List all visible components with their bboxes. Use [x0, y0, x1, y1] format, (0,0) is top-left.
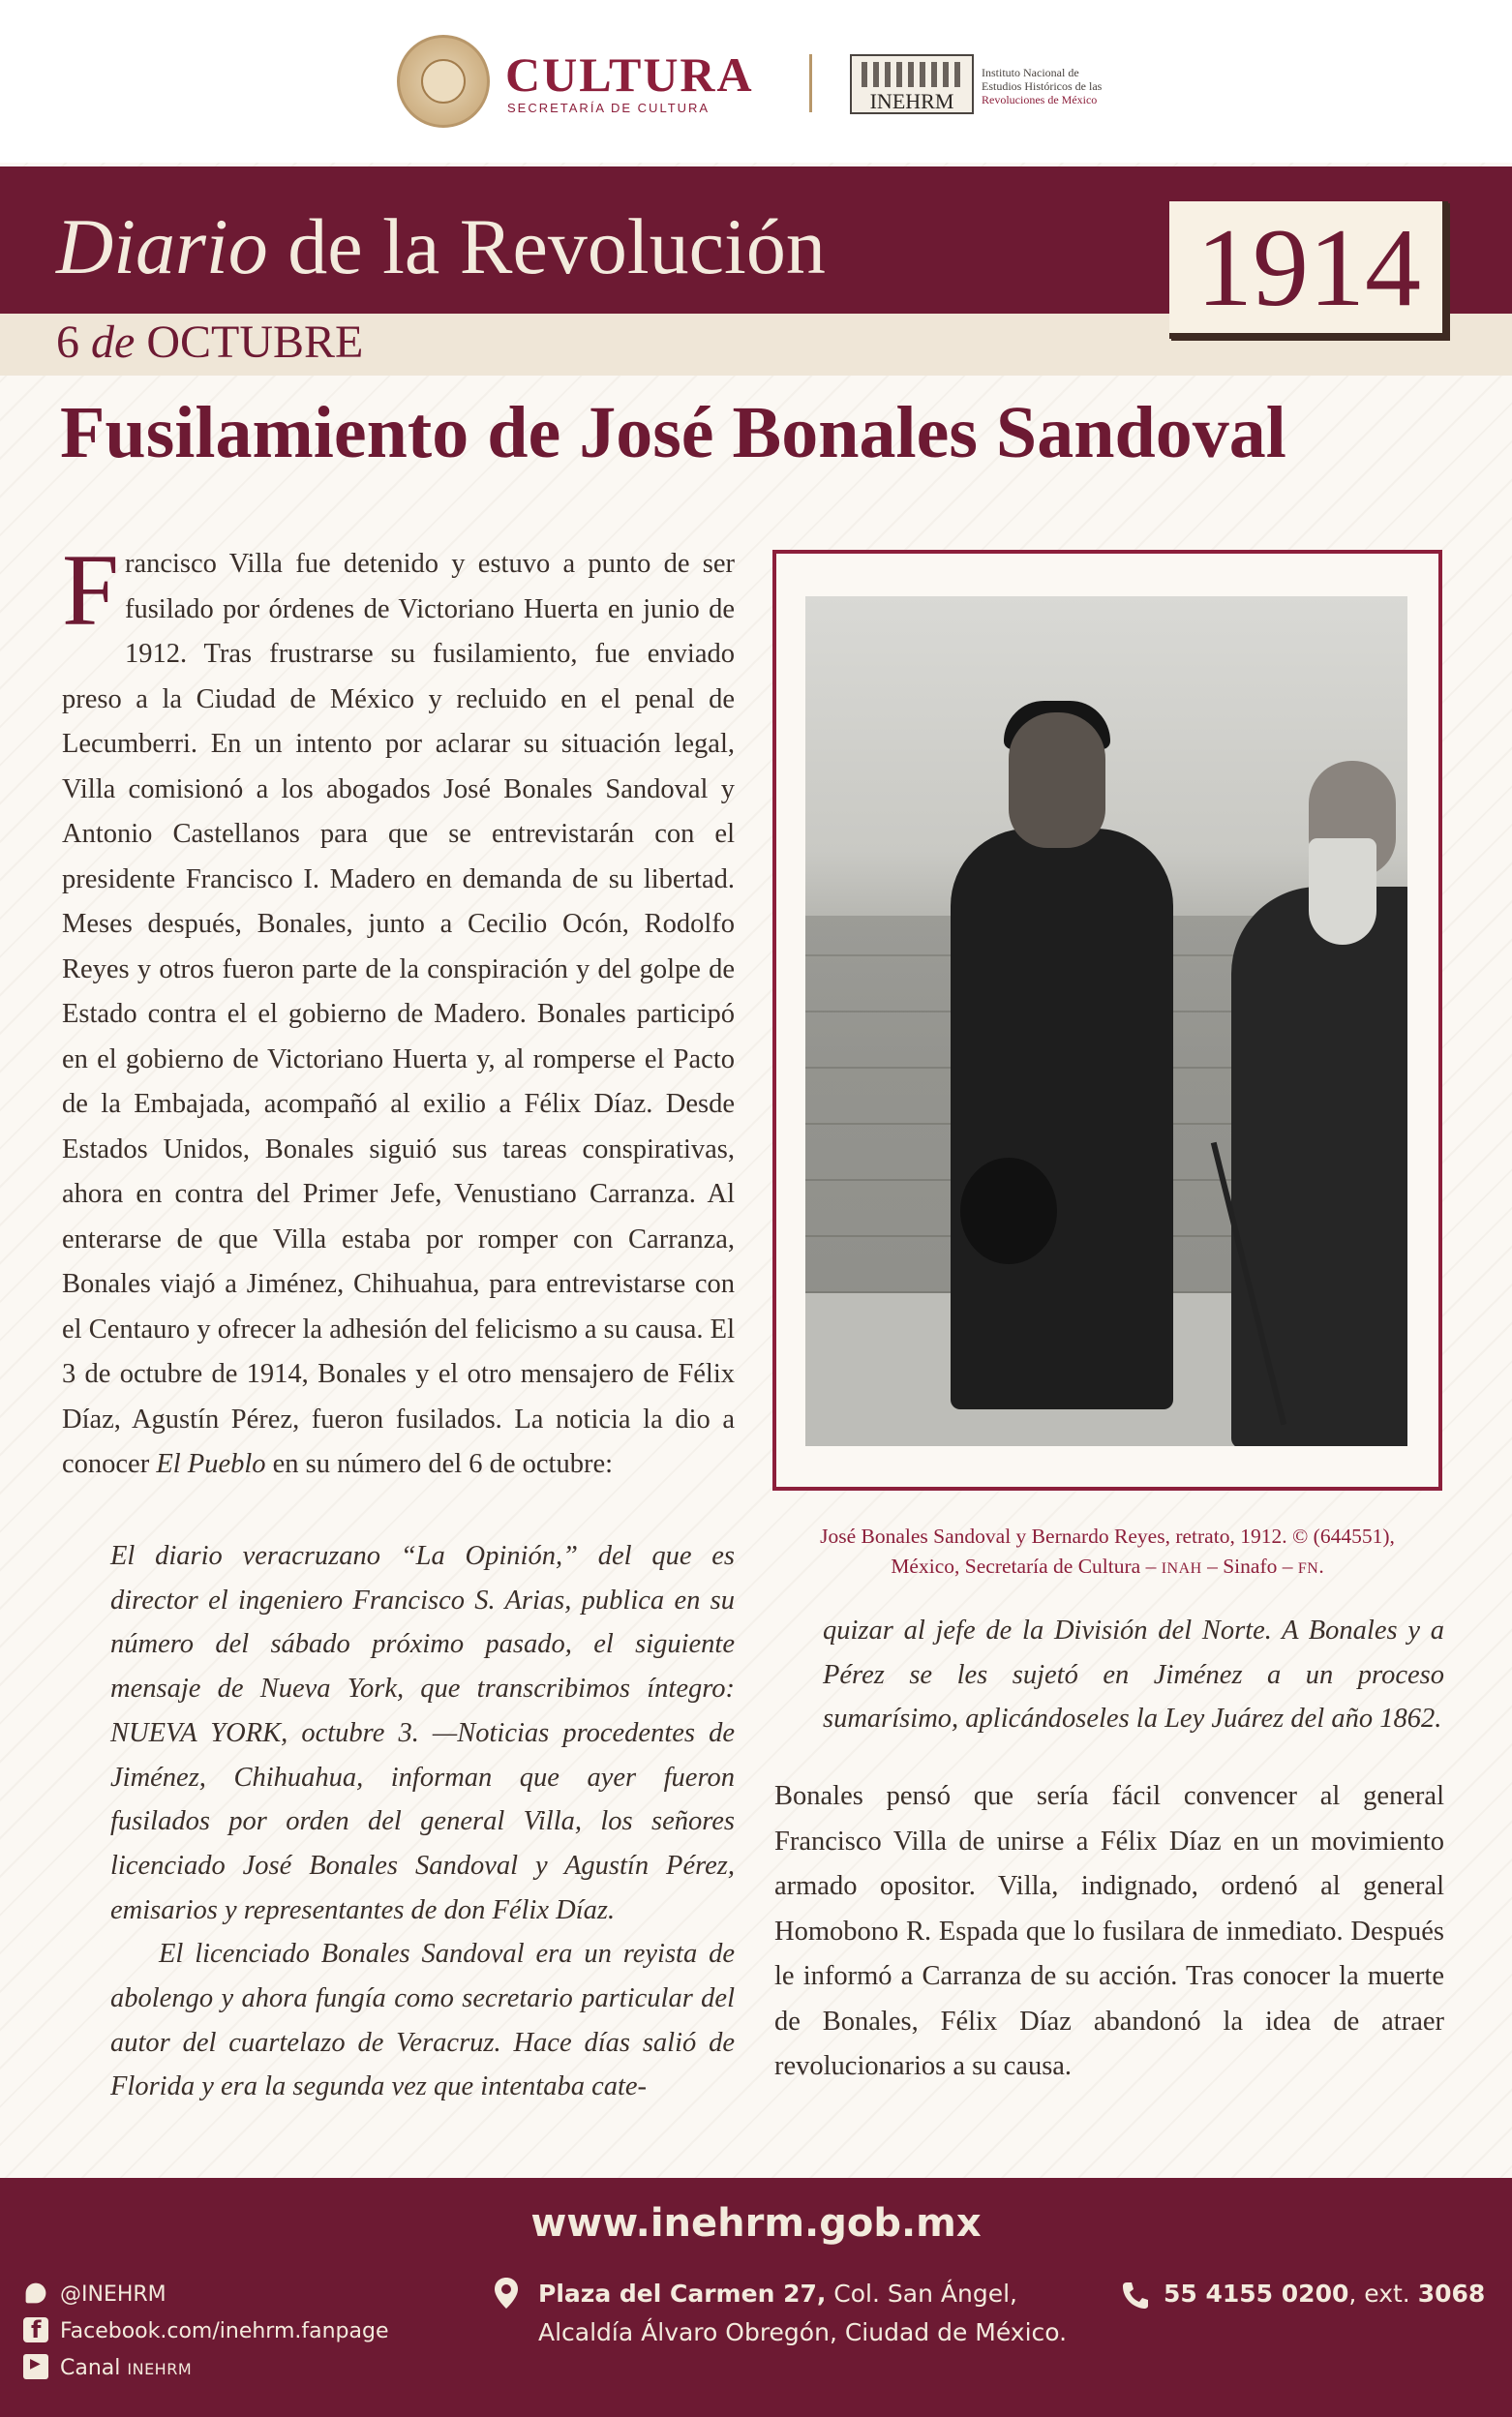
- youtube-icon: [23, 2354, 48, 2379]
- series-title-italic: Diario: [56, 202, 268, 290]
- photo-figure-bonales: [951, 829, 1173, 1409]
- quotation-continued: [823, 1609, 1444, 1741]
- phone-ext: 3068: [1417, 2280, 1486, 2308]
- caption-line-1: José Bonales Sandoval y Bernardo Reyes, retrato, 1912. © (644551),: [820, 1525, 1395, 1548]
- paragraph-1-tail: en su número del 6 de octubre:: [265, 1449, 614, 1479]
- coat-of-arms-seal: [397, 35, 490, 128]
- canal-name: INEHRM: [127, 2360, 193, 2378]
- date-line: [56, 316, 363, 369]
- address-block: [496, 2275, 1067, 2352]
- header-bar: [0, 0, 1512, 163]
- facebook-icon: [23, 2317, 48, 2342]
- caption-inah: INAH: [1161, 1560, 1202, 1577]
- caption-end: .: [1318, 1555, 1324, 1578]
- institute-line-1: Instituto Nacional de: [982, 66, 1079, 79]
- photo-figure-reyes-beard: [1309, 838, 1376, 945]
- institute-name: [982, 66, 1156, 106]
- canal-label: Canal: [60, 2356, 128, 2380]
- date-day: 6: [56, 317, 79, 368]
- phone-number[interactable]: [1164, 2275, 1485, 2313]
- facebook-url: Facebook.com/inehrm.fanpage: [60, 2319, 389, 2343]
- quote-paragraph-2-continued: quizar al jefe de la División del Norte. A Bonales y a Pérez se les sujetó en Jiménez a un proceso sumarísimo, aplicándoseles la Ley Juárez del año 1862.: [823, 1616, 1444, 1735]
- quote-paragraph-2: El licenciado Bonales Sandoval era un reyista de abolengo y ahora fungía como secretario particular del autor del cuartelazo de Veracruz. Hace días salió de Florida y era la segunda vez que intentaba cate-: [110, 1939, 735, 2102]
- photo-caption: [772, 1522, 1442, 1584]
- inehrm-logo: [850, 54, 974, 114]
- date-de: de: [79, 317, 147, 368]
- date-month: OCTUBRE: [146, 317, 364, 368]
- historical-photo: [805, 596, 1407, 1446]
- building-icon: [862, 62, 962, 87]
- social-links: [23, 2277, 389, 2387]
- website-link[interactable]: www.inehrm.gob.mx: [530, 2201, 982, 2246]
- caption-line-2-b: – Sinafo –: [1201, 1555, 1298, 1578]
- address-line-1: [538, 2275, 1067, 2313]
- year-label: 1914: [1196, 206, 1421, 330]
- series-title-rest: de la Revolución: [267, 202, 826, 290]
- secretaria-label: SECRETARÍA DE CULTURA: [507, 101, 711, 115]
- phone-icon: [1121, 2281, 1148, 2310]
- quotation-block: [110, 1534, 735, 2109]
- phone-ext-label: , ext.: [1348, 2280, 1418, 2308]
- institute-line-3: Revoluciones de México: [982, 93, 1098, 106]
- headline: Fusilamiento de José Bonales Sandoval: [60, 392, 1286, 473]
- facebook-link[interactable]: [23, 2313, 389, 2350]
- eagle-emblem: [421, 59, 466, 104]
- series-title: [56, 201, 826, 292]
- inehrm-logo-text: INEHRM: [869, 89, 954, 113]
- twitter-link[interactable]: [23, 2277, 389, 2313]
- article-body-right: [774, 1774, 1444, 2090]
- photo-hat: [960, 1158, 1057, 1264]
- cultura-logo-text: CULTURA: [505, 47, 754, 102]
- youtube-link[interactable]: [23, 2350, 389, 2387]
- caption-line-2-a: México, Secretaría de Cultura –: [891, 1555, 1162, 1578]
- address-street: Plaza del Carmen 27,: [538, 2280, 827, 2308]
- caption-line-2: [772, 1552, 1442, 1584]
- article-paragraph-1: [62, 533, 735, 1488]
- twitter-handle: @INEHRM: [60, 2282, 166, 2307]
- photo-figure-bonales-head: [1009, 712, 1105, 848]
- phone-main: 55 4155 0200: [1164, 2280, 1349, 2308]
- newspaper-name: El Pueblo: [156, 1449, 266, 1479]
- paragraph-1-lead: rancisco Villa fue detenido y estuvo a punto de ser fusilado por órdenes de Victoriano Huerta en junio de 1912. Tras frustrarse su fusilamiento, fue enviado preso a la Ciudad de México y recluido en el penal de Lecumberri. En un intento por aclarar su situación legal, Villa comisionó a los abogados José Bonales Sandoval y Antonio Castellanos para que se entrevistarán con el presidente Francisco I. Madero en demanda de su libertad. Meses después, Bonales, junto a Cecilio Ocón, Rodolfo Reyes y otros fueron parte de la conspiración y del golpe de Estado contra el el gobierno de Madero. Bonales participó en el gobierno de Victoriano Huerta y, al romperse el Pacto de la Embajada, acompañó al exilio a Félix Díaz. Desde Estados Unidos, Bonales siguió sus tareas conspirativas, ahora en contra del Primer Jefe, Venustiano Carranza. Al enterarse de que Villa estaba por romper con Carranza, Bonales viajó a Jiménez, Chihuahua, para entrevistarse con el Centauro y ofrecer la adhesión del felicismo a su causa. El 3 de octubre de 1914, Bonales y el otro mensajero de Félix Díaz, Agustín Pérez, fueron fusilados. La noticia la dio a conocer: [62, 549, 735, 1479]
- address-line-2: Alcaldía Álvaro Obregón, Ciudad de México.: [538, 2318, 1068, 2346]
- quote-paragraph-1: El diario veracruzano “La Opinión,” del que es director el ingeniero Francisco S. Arias, publica en su número del sábado próximo pasado, el siguiente mensaje de Nueva York, que transcribimos íntegro: NUEVA YORK, octubre 3. —Noticias procedentes de Jiménez, Chihuahua, informan que ayer fueron fusilados por orden del general Villa, los señores licenciado José Bonales Sandoval y Agustín Pérez, emisarios y representantes de don Félix Díaz.: [110, 1541, 735, 1925]
- caption-fn: FN: [1297, 1560, 1319, 1577]
- twitter-icon: [26, 2283, 46, 2304]
- institute-line-2: Estudios Históricos de las: [982, 79, 1103, 93]
- logo-divider: [809, 54, 812, 112]
- photo-figure-reyes: [1231, 887, 1407, 1446]
- drop-cap: F: [62, 533, 119, 647]
- article-body-left: [62, 533, 735, 1488]
- address-colonia: Col. San Ángel,: [826, 2280, 1017, 2308]
- article-paragraph-final: Bonales pensó que sería fácil convencer al general Francisco Villa de unirse a Félix Díaz en un movimiento armado opositor. Villa, indignado, ordenó al general Homobono R. Espada que lo fusilara de inmediato. Después le informó a Carranza de su acción. Tras conocer la muerte de Bonales, Félix Díaz abandonó la idea de atraer revolucionarios a su causa.: [774, 1781, 1444, 2081]
